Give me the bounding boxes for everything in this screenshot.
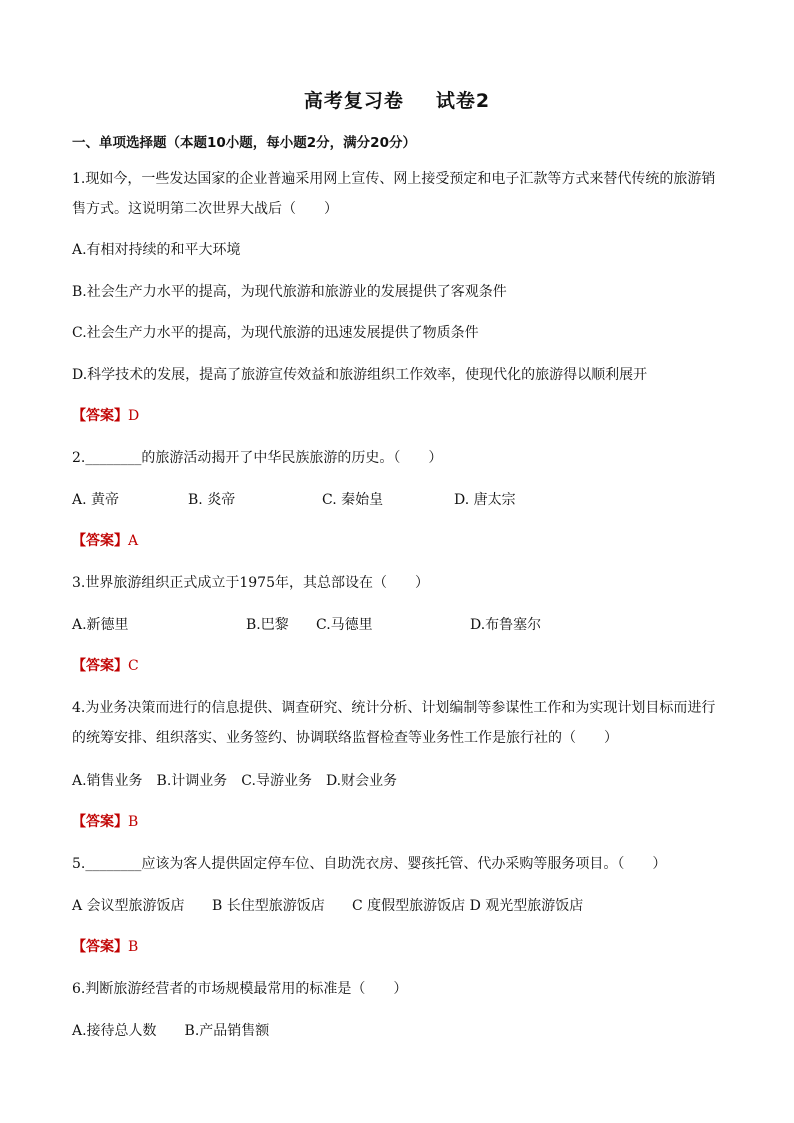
- q4-answer: [72, 811, 138, 831]
- q1-option-b: B.社会生产力水平的提高，为现代旅游和旅游业的发展提供了客观条件: [72, 284, 507, 300]
- q3-answer: [72, 655, 139, 675]
- q2-options: [72, 489, 516, 509]
- q3-option-b: B.巴黎: [246, 617, 289, 633]
- q5-answer: [72, 936, 138, 956]
- q5-options: [72, 895, 583, 915]
- answer-value: B: [128, 814, 139, 830]
- section-heading: 一、单项选择题（本题10小题，每小题2分，满分20分）: [72, 135, 416, 151]
- q2-option-a: A. 黄帝: [72, 492, 120, 508]
- q3-options: [72, 614, 541, 634]
- q5-option-a: A 会议型旅游饭店: [72, 898, 185, 914]
- q1-answer: [72, 405, 139, 425]
- answer-label: 【答案】: [72, 814, 128, 830]
- q4-stem-line1: 4.为业务决策而进行的信息提供、调查研究、统计分析、计划编制等参谋性工作和为实现计划目标而进行: [72, 700, 716, 716]
- q3-option-a: A.新德里: [72, 617, 129, 633]
- q5-option-cd: C 度假型旅游饭店 D 观光型旅游饭店: [352, 898, 584, 914]
- q1-stem-line2: 售方式。这说明第二次世界大战后（ ）: [72, 201, 338, 217]
- answer-label: 【答案】: [72, 658, 128, 674]
- q5-option-b: B 长住型旅游饭店: [212, 898, 325, 914]
- q1-option-a: A.有相对持续的和平大环境: [72, 242, 241, 258]
- q2-answer: [72, 530, 138, 550]
- q3-option-c: C.马德里: [316, 617, 373, 633]
- answer-label: 【答案】: [72, 939, 128, 955]
- q2-option-d: D. 唐太宗: [454, 492, 516, 508]
- q4-options: A.销售业务 B.计调业务 C.导游业务 D.财会业务: [72, 773, 398, 789]
- q2-stem: 2.________的旅游活动揭开了中华民族旅游的历史。（ ）: [72, 450, 443, 466]
- title-sub: 试卷2: [435, 90, 491, 112]
- q6-stem: 6.判断旅游经营者的市场规模最常用的标准是（ ）: [72, 981, 408, 997]
- answer-label: 【答案】: [72, 533, 128, 549]
- title-main: 高考复习卷: [303, 90, 404, 112]
- q4-stem-line2: 的统筹安排、组织落实、业务签约、协调联络监督检查等业务性工作是旅行社的（ ）: [72, 730, 618, 746]
- answer-value: A: [128, 533, 139, 549]
- q1-option-c: C.社会生产力水平的提高，为现代旅游的迅速发展提供了物质条件: [72, 325, 479, 341]
- q3-option-d: D.布鲁塞尔: [470, 617, 542, 633]
- answer-value: C: [128, 658, 139, 674]
- q1-option-d: D.科学技术的发展，提高了旅游宣传效益和旅游组织工作效率，使现代化的旅游得以顺利展开: [72, 367, 648, 383]
- q3-stem: 3.世界旅游组织正式成立于1975年，其总部设在（ ）: [72, 575, 429, 591]
- q2-option-b: B. 炎帝: [188, 492, 236, 508]
- q6-options: A.接待总人数 B.产品销售额: [72, 1023, 270, 1039]
- answer-value: D: [128, 408, 140, 424]
- q1-stem-line1: 1.现如今，一些发达国家的企业普遍采用网上宣传、网上接受预定和电子汇款等方式来替代传统的旅游销: [72, 171, 716, 187]
- q5-stem: 5.________应该为客人提供固定停车位、自助洗衣房、婴孩托管、代办采购等服务项目。（ ）: [72, 856, 667, 872]
- page-title: [0, 86, 794, 113]
- answer-value: B: [128, 939, 139, 955]
- q2-option-c: C. 秦始皇: [322, 492, 384, 508]
- answer-label: 【答案】: [72, 408, 128, 424]
